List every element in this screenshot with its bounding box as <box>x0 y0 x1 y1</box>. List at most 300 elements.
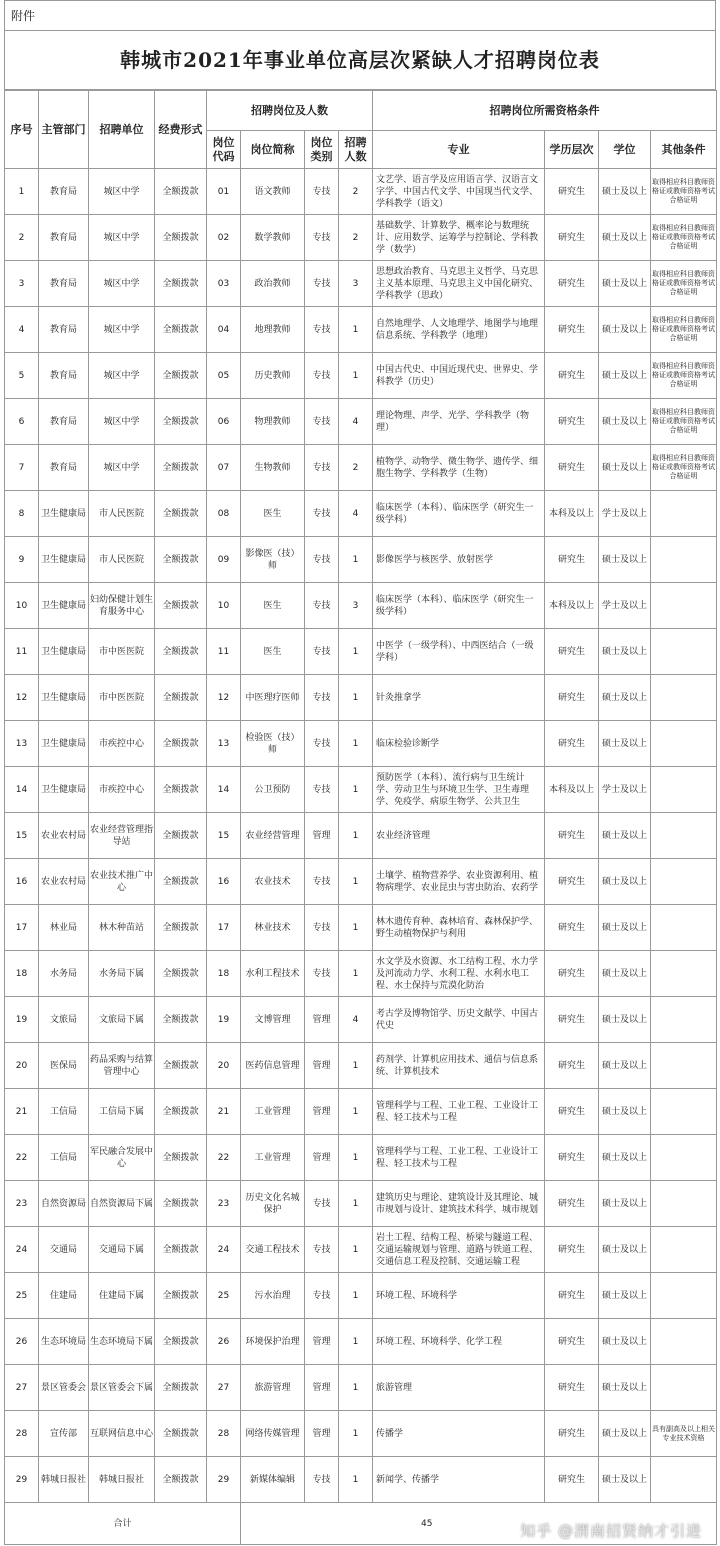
cell-major: 植物学、动物学、微生物学、遗传学、细胞生物学、学科教学（生物） <box>373 445 545 491</box>
cell-funding: 全额拨款 <box>155 399 207 445</box>
cell-dept: 自然资源局 <box>39 1181 89 1227</box>
cell-major: 环境工程、环境科学 <box>373 1273 545 1319</box>
cell-unit: 市中医医院 <box>89 675 155 721</box>
cell-funding: 全额拨款 <box>155 1457 207 1503</box>
cell-funding: 全额拨款 <box>155 813 207 859</box>
cell-edu: 研究生 <box>545 399 599 445</box>
cell-major: 影像医学与核医学、放射医学 <box>373 537 545 583</box>
cell-major: 环境工程、环境科学、化学工程 <box>373 1319 545 1365</box>
cell-edu: 研究生 <box>545 1273 599 1319</box>
cell-degree: 硕士及以上 <box>599 1135 651 1181</box>
cell-funding: 全额拨款 <box>155 307 207 353</box>
cell-seq: 20 <box>5 1043 39 1089</box>
header-dept: 主管部门 <box>39 91 89 169</box>
cell-seq: 22 <box>5 1135 39 1181</box>
cell-other <box>651 629 717 675</box>
cell-other <box>651 1319 717 1365</box>
table-row <box>5 1181 717 1227</box>
cell-other <box>651 1365 717 1411</box>
cell-unit: 城区中学 <box>89 307 155 353</box>
cell-unit: 城区中学 <box>89 445 155 491</box>
cell-edu: 研究生 <box>545 1411 599 1457</box>
cell-type: 专技 <box>305 353 339 399</box>
cell-unit: 工信局下属 <box>89 1089 155 1135</box>
cell-seq: 9 <box>5 537 39 583</box>
cell-name: 数学教师 <box>241 215 305 261</box>
cell-degree: 硕士及以上 <box>599 1411 651 1457</box>
cell-unit: 市疾控中心 <box>89 767 155 813</box>
cell-degree: 硕士及以上 <box>599 721 651 767</box>
cell-name: 旅游管理 <box>241 1365 305 1411</box>
table-row <box>5 1365 717 1411</box>
cell-dept: 农业农村局 <box>39 859 89 905</box>
cell-seq: 24 <box>5 1227 39 1273</box>
cell-unit: 互联网信息中心 <box>89 1411 155 1457</box>
table-row <box>5 767 717 813</box>
cell-other <box>651 997 717 1043</box>
cell-code: 23 <box>207 1181 241 1227</box>
cell-code: 16 <box>207 859 241 905</box>
cell-funding: 全额拨款 <box>155 1273 207 1319</box>
cell-type: 专技 <box>305 1457 339 1503</box>
cell-type: 管理 <box>305 1319 339 1365</box>
cell-type: 专技 <box>305 1227 339 1273</box>
cell-edu: 研究生 <box>545 629 599 675</box>
cell-count: 1 <box>339 1135 373 1181</box>
cell-count: 1 <box>339 1273 373 1319</box>
cell-seq: 8 <box>5 491 39 537</box>
cell-major: 文艺学、语言学及应用语言学、汉语言文字学、中国古代文学、中国现当代文学、学科教学（语文） <box>373 169 545 215</box>
cell-seq: 4 <box>5 307 39 353</box>
cell-edu: 研究生 <box>545 1135 599 1181</box>
cell-name: 医生 <box>241 583 305 629</box>
cell-type: 专技 <box>305 307 339 353</box>
total-count: 45 <box>241 1503 717 1545</box>
cell-code: 20 <box>207 1043 241 1089</box>
cell-seq: 6 <box>5 399 39 445</box>
cell-unit: 军民融合发展中心 <box>89 1135 155 1181</box>
cell-dept: 卫生健康局 <box>39 537 89 583</box>
cell-count: 1 <box>339 1043 373 1089</box>
cell-degree: 硕士及以上 <box>599 399 651 445</box>
cell-edu: 研究生 <box>545 1043 599 1089</box>
cell-type: 管理 <box>305 1365 339 1411</box>
table-row <box>5 169 717 215</box>
cell-unit: 自然资源局下属 <box>89 1181 155 1227</box>
cell-code: 06 <box>207 399 241 445</box>
cell-other: 取得相应科目教师资格证或教师资格考试合格证明 <box>651 399 717 445</box>
cell-dept: 卫生健康局 <box>39 721 89 767</box>
cell-major: 临床医学（本科）、临床医学（研究生一级学科） <box>373 583 545 629</box>
cell-name: 水利工程技术 <box>241 951 305 997</box>
cell-dept: 教育局 <box>39 445 89 491</box>
cell-seq: 12 <box>5 675 39 721</box>
cell-code: 01 <box>207 169 241 215</box>
cell-name: 文博管理 <box>241 997 305 1043</box>
cell-seq: 17 <box>5 905 39 951</box>
cell-count: 2 <box>339 169 373 215</box>
cell-other: 取得相应科目教师资格证或教师资格考试合格证明 <box>651 261 717 307</box>
cell-dept: 景区管委会 <box>39 1365 89 1411</box>
cell-name: 林业技术 <box>241 905 305 951</box>
table-row <box>5 859 717 905</box>
cell-major: 针灸推拿学 <box>373 675 545 721</box>
cell-code: 24 <box>207 1227 241 1273</box>
page-title: 韩城市2021年事业单位高层次紧缺人才招聘岗位表 <box>4 30 716 90</box>
cell-seq: 15 <box>5 813 39 859</box>
cell-unit: 韩城日报社 <box>89 1457 155 1503</box>
cell-type: 专技 <box>305 399 339 445</box>
cell-major: 岩土工程、结构工程、桥梁与隧道工程、交通运输规划与管理、道路与铁道工程、交通信息工程及控制、交通运输工程 <box>373 1227 545 1273</box>
cell-count: 1 <box>339 537 373 583</box>
cell-edu: 研究生 <box>545 859 599 905</box>
table-row <box>5 1135 717 1181</box>
cell-degree: 硕士及以上 <box>599 1319 651 1365</box>
cell-seq: 3 <box>5 261 39 307</box>
table-row <box>5 1319 717 1365</box>
cell-degree: 硕士及以上 <box>599 1181 651 1227</box>
cell-seq: 13 <box>5 721 39 767</box>
cell-name: 农业经营管理 <box>241 813 305 859</box>
cell-dept: 教育局 <box>39 307 89 353</box>
cell-code: 10 <box>207 583 241 629</box>
cell-major: 管理科学与工程、工业工程、工业设计工程、轻工技术与工程 <box>373 1089 545 1135</box>
cell-edu: 本科及以上 <box>545 491 599 537</box>
cell-count: 1 <box>339 721 373 767</box>
watermark-text: 知乎 @渭南招贤纳才引进 <box>520 1522 702 1540</box>
cell-edu: 研究生 <box>545 1365 599 1411</box>
cell-seq: 29 <box>5 1457 39 1503</box>
cell-funding: 全额拨款 <box>155 1319 207 1365</box>
cell-count: 4 <box>339 997 373 1043</box>
cell-funding: 全额拨款 <box>155 445 207 491</box>
cell-other <box>651 491 717 537</box>
cell-other: 取得相应科目教师资格证或教师资格考试合格证明 <box>651 307 717 353</box>
cell-name: 医生 <box>241 491 305 537</box>
cell-code: 02 <box>207 215 241 261</box>
cell-unit: 城区中学 <box>89 261 155 307</box>
cell-type: 专技 <box>305 675 339 721</box>
cell-seq: 21 <box>5 1089 39 1135</box>
cell-funding: 全额拨款 <box>155 169 207 215</box>
cell-major: 基础数学、计算数学、概率论与数理统计、应用数学、运筹学与控制论、学科教学（数学） <box>373 215 545 261</box>
cell-unit: 市人民医院 <box>89 537 155 583</box>
cell-funding: 全额拨款 <box>155 997 207 1043</box>
cell-major: 建筑历史与理论、建筑设计及其理论、城市规划与设计、建筑技术科学、城市规划 <box>373 1181 545 1227</box>
cell-count: 1 <box>339 629 373 675</box>
cell-unit: 水务局下属 <box>89 951 155 997</box>
cell-count: 1 <box>339 767 373 813</box>
cell-unit: 城区中学 <box>89 353 155 399</box>
cell-major: 林木遗传育种、森林培育、森林保护学、野生动植物保护与利用 <box>373 905 545 951</box>
cell-code: 28 <box>207 1411 241 1457</box>
cell-edu: 研究生 <box>545 353 599 399</box>
header-code: 岗位代码 <box>207 131 241 169</box>
cell-degree: 硕士及以上 <box>599 1043 651 1089</box>
cell-count: 1 <box>339 1227 373 1273</box>
cell-edu: 研究生 <box>545 307 599 353</box>
cell-dept: 卫生健康局 <box>39 767 89 813</box>
cell-other <box>651 951 717 997</box>
cell-other <box>651 721 717 767</box>
header-seq: 序号 <box>5 91 39 169</box>
cell-major: 理论物理、声学、光学、学科教学（物理） <box>373 399 545 445</box>
cell-code: 08 <box>207 491 241 537</box>
table-row <box>5 261 717 307</box>
cell-edu: 研究生 <box>545 675 599 721</box>
cell-dept: 林业局 <box>39 905 89 951</box>
cell-seq: 2 <box>5 215 39 261</box>
cell-edu: 研究生 <box>545 1089 599 1135</box>
cell-dept: 韩城日报社 <box>39 1457 89 1503</box>
cell-degree: 硕士及以上 <box>599 629 651 675</box>
table-row <box>5 1227 717 1273</box>
cell-count: 1 <box>339 1181 373 1227</box>
cell-degree: 硕士及以上 <box>599 1227 651 1273</box>
cell-degree: 硕士及以上 <box>599 261 651 307</box>
cell-code: 18 <box>207 951 241 997</box>
cell-dept: 卫生健康局 <box>39 675 89 721</box>
cell-degree: 硕士及以上 <box>599 1365 651 1411</box>
cell-unit: 市疾控中心 <box>89 721 155 767</box>
cell-count: 1 <box>339 1457 373 1503</box>
cell-code: 17 <box>207 905 241 951</box>
cell-name: 历史文化名城保护 <box>241 1181 305 1227</box>
cell-dept: 交通局 <box>39 1227 89 1273</box>
cell-degree: 硕士及以上 <box>599 859 651 905</box>
cell-unit: 药品采购与结算管理中心 <box>89 1043 155 1089</box>
header-qual-group: 招聘岗位所需资格条件 <box>373 91 717 131</box>
cell-other <box>651 767 717 813</box>
cell-major: 临床检验诊断学 <box>373 721 545 767</box>
cell-unit: 城区中学 <box>89 215 155 261</box>
cell-dept: 生态环境局 <box>39 1319 89 1365</box>
header-type: 岗位类别 <box>305 131 339 169</box>
cell-code: 04 <box>207 307 241 353</box>
cell-type: 管理 <box>305 997 339 1043</box>
cell-funding: 全额拨款 <box>155 767 207 813</box>
table-row <box>5 1043 717 1089</box>
cell-other <box>651 1181 717 1227</box>
table-row <box>5 445 717 491</box>
cell-major: 中医学（一级学科）、中西医结合（一级学科） <box>373 629 545 675</box>
cell-major: 药剂学、计算机应用技术、通信与信息系统、计算机技术 <box>373 1043 545 1089</box>
cell-unit: 市人民医院 <box>89 491 155 537</box>
cell-type: 管理 <box>305 1043 339 1089</box>
cell-type: 专技 <box>305 721 339 767</box>
cell-other: 取得相应科目教师资格证或教师资格考试合格证明 <box>651 169 717 215</box>
cell-type: 专技 <box>305 905 339 951</box>
cell-type: 专技 <box>305 1181 339 1227</box>
cell-code: 07 <box>207 445 241 491</box>
cell-type: 专技 <box>305 537 339 583</box>
cell-funding: 全额拨款 <box>155 675 207 721</box>
cell-degree: 硕士及以上 <box>599 1273 651 1319</box>
cell-degree: 硕士及以上 <box>599 997 651 1043</box>
cell-count: 1 <box>339 1411 373 1457</box>
cell-edu: 研究生 <box>545 1457 599 1503</box>
cell-type: 管理 <box>305 1411 339 1457</box>
cell-code: 03 <box>207 261 241 307</box>
cell-degree: 硕士及以上 <box>599 353 651 399</box>
cell-code: 19 <box>207 997 241 1043</box>
cell-funding: 全额拨款 <box>155 1135 207 1181</box>
cell-type: 专技 <box>305 261 339 307</box>
cell-other <box>651 859 717 905</box>
cell-other <box>651 537 717 583</box>
cell-major: 管理科学与工程、工业工程、工业设计工程、轻工技术与工程 <box>373 1135 545 1181</box>
cell-seq: 28 <box>5 1411 39 1457</box>
table-row <box>5 1457 717 1503</box>
cell-edu: 本科及以上 <box>545 583 599 629</box>
cell-edu: 研究生 <box>545 721 599 767</box>
cell-degree: 硕士及以上 <box>599 675 651 721</box>
cell-count: 3 <box>339 261 373 307</box>
cell-unit: 住建局下属 <box>89 1273 155 1319</box>
cell-type: 专技 <box>305 215 339 261</box>
header-funding: 经费形式 <box>155 91 207 169</box>
cell-major: 农业经济管理 <box>373 813 545 859</box>
cell-dept: 工信局 <box>39 1089 89 1135</box>
cell-unit: 林木种苗站 <box>89 905 155 951</box>
cell-unit: 景区管委会下属 <box>89 1365 155 1411</box>
cell-type: 专技 <box>305 629 339 675</box>
cell-seq: 25 <box>5 1273 39 1319</box>
cell-other <box>651 1089 717 1135</box>
cell-name: 语文教师 <box>241 169 305 215</box>
cell-seq: 1 <box>5 169 39 215</box>
cell-funding: 全额拨款 <box>155 1089 207 1135</box>
cell-type: 专技 <box>305 445 339 491</box>
cell-degree: 学士及以上 <box>599 583 651 629</box>
cell-other <box>651 1135 717 1181</box>
cell-name: 检验医（技）师 <box>241 721 305 767</box>
header-post-group: 招聘岗位及人数 <box>207 91 373 131</box>
cell-type: 专技 <box>305 767 339 813</box>
cell-other: 具有副高及以上相关专业技术资格 <box>651 1411 717 1457</box>
cell-degree: 硕士及以上 <box>599 813 651 859</box>
cell-count: 4 <box>339 491 373 537</box>
table-row <box>5 813 717 859</box>
cell-major: 预防医学（本科）、流行病与卫生统计学、劳动卫生与环境卫生学、卫生毒理学、免疫学、病原生物学、公共卫生 <box>373 767 545 813</box>
header-count: 招聘人数 <box>339 131 373 169</box>
cell-unit: 城区中学 <box>89 399 155 445</box>
table-row <box>5 905 717 951</box>
header-other: 其他条件 <box>651 131 717 169</box>
cell-dept: 教育局 <box>39 215 89 261</box>
cell-name: 污水治理 <box>241 1273 305 1319</box>
cell-name: 公卫预防 <box>241 767 305 813</box>
cell-degree: 学士及以上 <box>599 767 651 813</box>
cell-other <box>651 1043 717 1089</box>
cell-code: 05 <box>207 353 241 399</box>
cell-count: 1 <box>339 1365 373 1411</box>
table-row <box>5 491 717 537</box>
cell-dept: 宣传部 <box>39 1411 89 1457</box>
cell-type: 管理 <box>305 1089 339 1135</box>
cell-edu: 研究生 <box>545 951 599 997</box>
cell-name: 新媒体编辑 <box>241 1457 305 1503</box>
cell-other <box>651 1227 717 1273</box>
cell-edu: 研究生 <box>545 813 599 859</box>
header-degree: 学位 <box>599 131 651 169</box>
cell-edu: 研究生 <box>545 1319 599 1365</box>
cell-other <box>651 1273 717 1319</box>
cell-degree: 学士及以上 <box>599 491 651 537</box>
appendix-label: 附件 <box>4 0 716 30</box>
cell-major: 自然地理学、人文地理学、地图学与地理信息系统、学科教学（地理） <box>373 307 545 353</box>
cell-edu: 研究生 <box>545 261 599 307</box>
cell-funding: 全额拨款 <box>155 905 207 951</box>
cell-seq: 11 <box>5 629 39 675</box>
cell-degree: 硕士及以上 <box>599 215 651 261</box>
cell-name: 环境保护治理 <box>241 1319 305 1365</box>
cell-code: 09 <box>207 537 241 583</box>
table-row <box>5 1411 717 1457</box>
cell-name: 地理教师 <box>241 307 305 353</box>
cell-count: 1 <box>339 1089 373 1135</box>
cell-name: 政治教师 <box>241 261 305 307</box>
cell-edu: 研究生 <box>545 1181 599 1227</box>
cell-type: 专技 <box>305 951 339 997</box>
cell-name: 中医理疗医师 <box>241 675 305 721</box>
cell-count: 2 <box>339 215 373 261</box>
cell-seq: 19 <box>5 997 39 1043</box>
cell-count: 1 <box>339 353 373 399</box>
cell-funding: 全额拨款 <box>155 1411 207 1457</box>
cell-dept: 住建局 <box>39 1273 89 1319</box>
header-major: 专业 <box>373 131 545 169</box>
cell-edu: 研究生 <box>545 169 599 215</box>
cell-count: 1 <box>339 951 373 997</box>
cell-seq: 14 <box>5 767 39 813</box>
header-unit: 招聘单位 <box>89 91 155 169</box>
cell-code: 12 <box>207 675 241 721</box>
cell-unit: 文旅局下属 <box>89 997 155 1043</box>
cell-edu: 研究生 <box>545 537 599 583</box>
total-row <box>5 1503 717 1545</box>
cell-degree: 硕士及以上 <box>599 951 651 997</box>
cell-type: 专技 <box>305 859 339 905</box>
cell-count: 1 <box>339 675 373 721</box>
table-row <box>5 583 717 629</box>
table-row <box>5 997 717 1043</box>
cell-funding: 全额拨款 <box>155 583 207 629</box>
cell-major: 思想政治教育、马克思主义哲学、马克思主义基本原理、马克思主义中国化研究、学科教学（思政） <box>373 261 545 307</box>
table-row <box>5 1273 717 1319</box>
cell-funding: 全额拨款 <box>155 215 207 261</box>
cell-other <box>651 1457 717 1503</box>
cell-degree: 硕士及以上 <box>599 537 651 583</box>
cell-name: 医药信息管理 <box>241 1043 305 1089</box>
cell-degree: 硕士及以上 <box>599 307 651 353</box>
cell-type: 专技 <box>305 1273 339 1319</box>
cell-count: 1 <box>339 905 373 951</box>
table-row <box>5 951 717 997</box>
cell-major: 考古学及博物馆学、历史文献学、中国古代史 <box>373 997 545 1043</box>
cell-name: 医生 <box>241 629 305 675</box>
cell-other <box>651 905 717 951</box>
cell-type: 专技 <box>305 169 339 215</box>
cell-type: 管理 <box>305 1135 339 1181</box>
table-body <box>5 169 717 1503</box>
cell-seq: 16 <box>5 859 39 905</box>
cell-code: 13 <box>207 721 241 767</box>
table-row <box>5 353 717 399</box>
cell-name: 工业管理 <box>241 1089 305 1135</box>
header-edu: 学历层次 <box>545 131 599 169</box>
cell-dept: 卫生健康局 <box>39 491 89 537</box>
